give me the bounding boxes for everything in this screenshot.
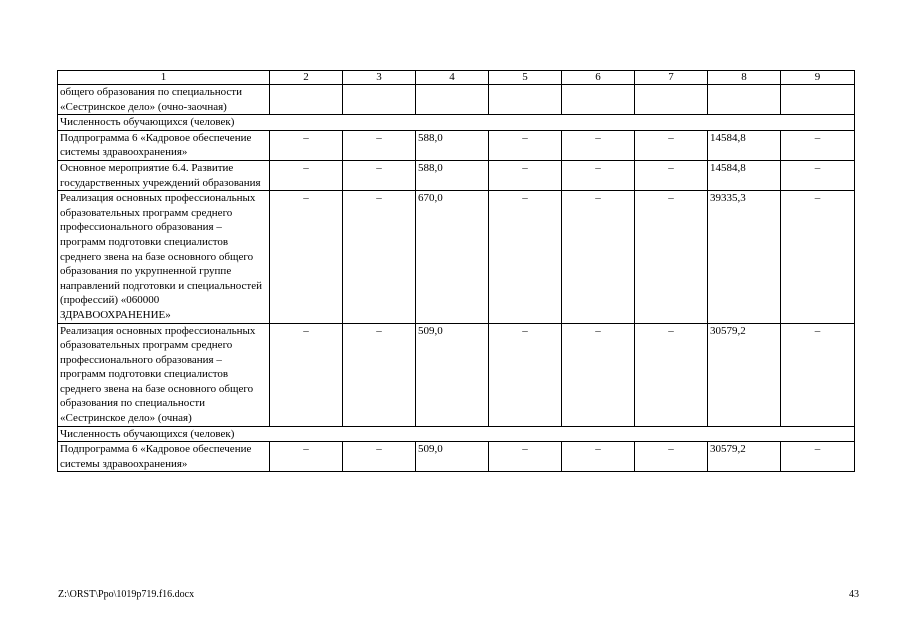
value-cell: 30579,2 xyxy=(708,442,781,472)
value-cell: – xyxy=(343,191,416,323)
table-header-row xyxy=(58,71,855,85)
value-cell: – xyxy=(562,130,635,160)
value-cell: – xyxy=(270,130,343,160)
footer-file-path: Z:\ORST\Ppo\1019p719.f16.docx xyxy=(58,589,195,600)
value-cell: – xyxy=(562,442,635,472)
value-cell: – xyxy=(635,323,708,426)
column-header: 6 xyxy=(562,71,635,85)
column-header: 5 xyxy=(489,71,562,85)
value-cell: 588,0 xyxy=(416,160,489,190)
value-cell: – xyxy=(562,160,635,190)
column-header: 4 xyxy=(416,71,489,85)
value-cell: – xyxy=(781,442,855,472)
value-cell xyxy=(781,85,855,115)
row-label-cell: общего образования по специальности «Сестринское дело» (очно-заочная) xyxy=(58,85,270,115)
column-header: 7 xyxy=(635,71,708,85)
value-cell: – xyxy=(489,323,562,426)
value-cell: – xyxy=(270,191,343,323)
value-cell: – xyxy=(489,191,562,323)
table-row xyxy=(58,323,855,426)
value-cell: – xyxy=(781,160,855,190)
value-cell xyxy=(489,85,562,115)
value-cell xyxy=(635,85,708,115)
section-label: Численность обучающихся (человек) xyxy=(58,426,855,442)
data-table xyxy=(57,70,855,472)
value-cell: – xyxy=(635,160,708,190)
value-cell: – xyxy=(270,323,343,426)
value-cell: – xyxy=(343,442,416,472)
row-label-cell: Основное мероприятие 6.4. Развитие государственных учреждений образования xyxy=(58,160,270,190)
column-header: 3 xyxy=(343,71,416,85)
value-cell: – xyxy=(781,191,855,323)
value-cell: 588,0 xyxy=(416,130,489,160)
value-cell: – xyxy=(635,442,708,472)
page-number: 43 xyxy=(849,589,859,600)
value-cell: – xyxy=(635,130,708,160)
value-cell: – xyxy=(343,160,416,190)
column-header: 8 xyxy=(708,71,781,85)
value-cell: 509,0 xyxy=(416,323,489,426)
value-cell: – xyxy=(343,323,416,426)
table-row xyxy=(58,85,855,115)
value-cell: – xyxy=(781,130,855,160)
column-header: 1 xyxy=(58,71,270,85)
value-cell: – xyxy=(489,442,562,472)
column-header: 2 xyxy=(270,71,343,85)
value-cell: 14584,8 xyxy=(708,160,781,190)
row-label-cell: Реализация основных профессиональных образовательных программ среднего профессионального образования – программ подготовки специалистов среднего звена на базе основного общего образования по укрупненной группе направлений подготовки и специальностей (профессий) «060000 ЗДРАВООХРАНЕНИЕ» xyxy=(58,191,270,323)
value-cell: – xyxy=(343,130,416,160)
value-cell: 30579,2 xyxy=(708,323,781,426)
value-cell xyxy=(562,85,635,115)
row-label-cell: Подпрограмма 6 «Кадровое обеспечение системы здравоохранения» xyxy=(58,442,270,472)
value-cell xyxy=(416,85,489,115)
value-cell xyxy=(708,85,781,115)
value-cell: – xyxy=(270,160,343,190)
table-row xyxy=(58,160,855,190)
value-cell xyxy=(343,85,416,115)
value-cell: – xyxy=(489,160,562,190)
value-cell: – xyxy=(781,323,855,426)
value-cell: 14584,8 xyxy=(708,130,781,160)
section-row xyxy=(58,426,855,442)
value-cell: – xyxy=(635,191,708,323)
column-header: 9 xyxy=(781,71,855,85)
row-label-cell: Реализация основных профессиональных образовательных программ среднего профессионального образования – программ подготовки специалистов среднего звена на базе основного общего образования по специальности «Сестринское дело» (очная) xyxy=(58,323,270,426)
table-row xyxy=(58,442,855,472)
table-body xyxy=(58,71,855,472)
table-row xyxy=(58,130,855,160)
value-cell: 39335,3 xyxy=(708,191,781,323)
value-cell: – xyxy=(562,191,635,323)
section-label: Численность обучающихся (человек) xyxy=(58,115,855,131)
value-cell: – xyxy=(270,442,343,472)
row-label-cell: Подпрограмма 6 «Кадровое обеспечение системы здравоохранения» xyxy=(58,130,270,160)
value-cell: 509,0 xyxy=(416,442,489,472)
table-row xyxy=(58,191,855,323)
value-cell: – xyxy=(562,323,635,426)
section-row xyxy=(58,115,855,131)
value-cell xyxy=(270,85,343,115)
value-cell: – xyxy=(489,130,562,160)
value-cell: 670,0 xyxy=(416,191,489,323)
